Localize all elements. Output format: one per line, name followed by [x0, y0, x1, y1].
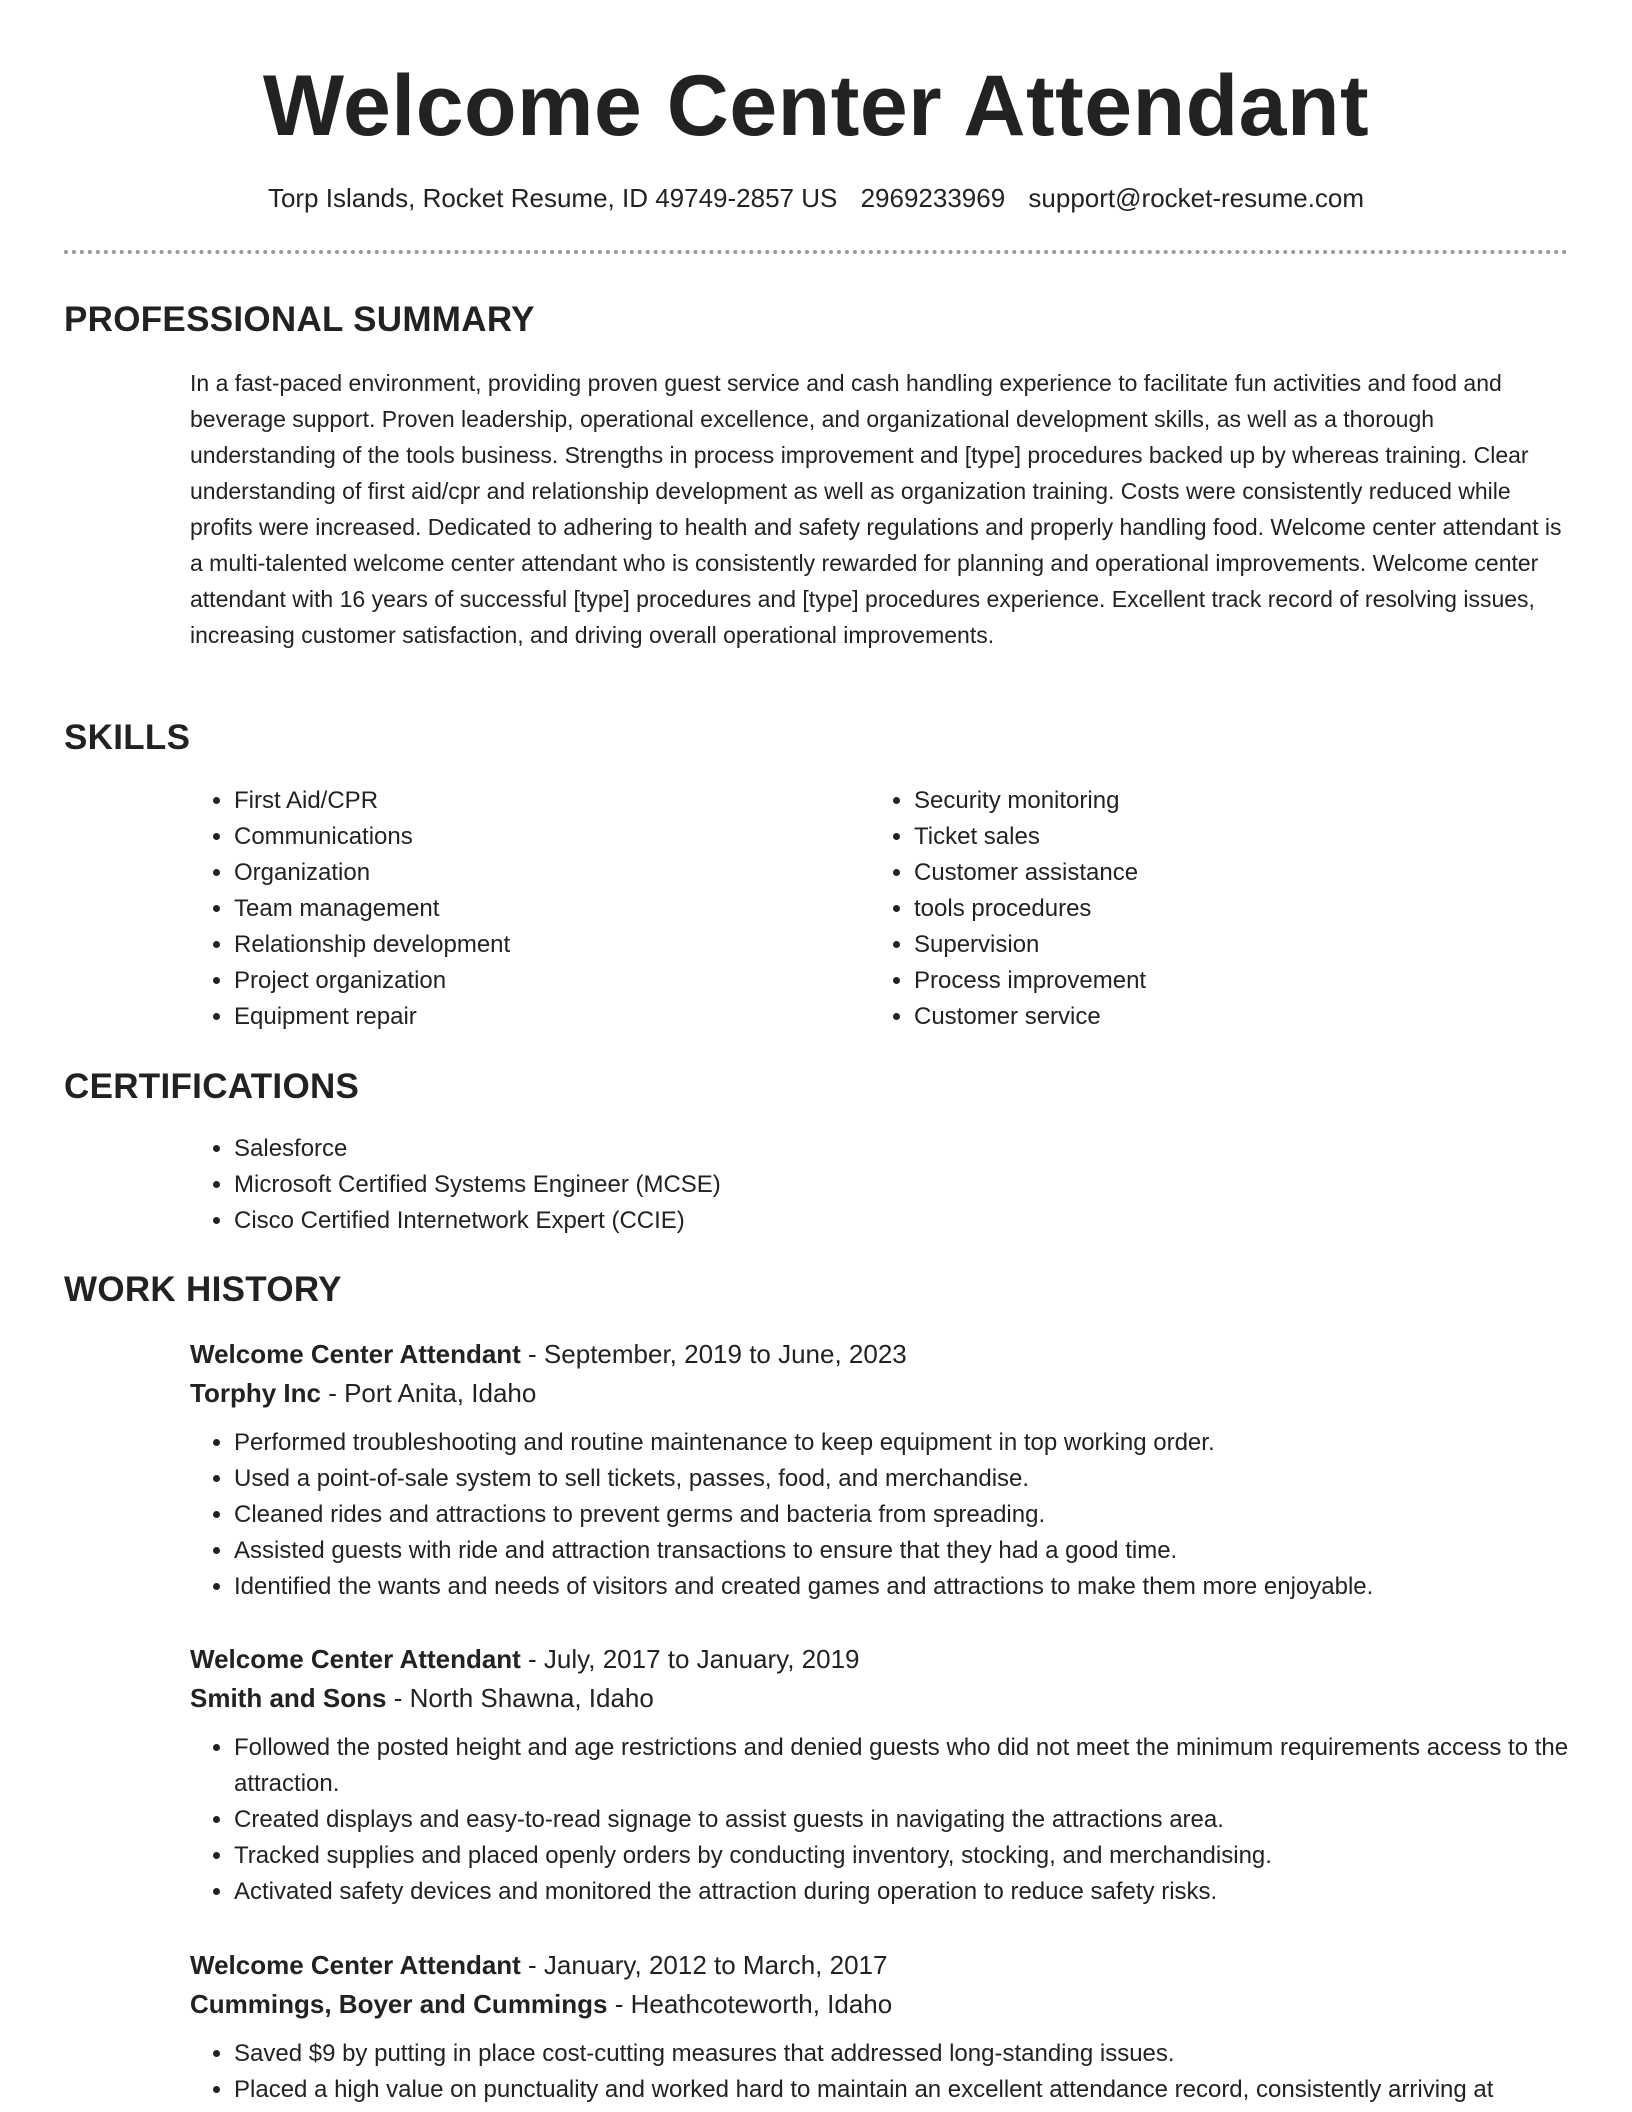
work-history-heading: WORK HISTORY [64, 1270, 342, 1309]
job-entry [190, 1946, 1580, 2108]
skills-column-right [870, 783, 1530, 1035]
skill-item: • First Aid/CPR [234, 783, 850, 819]
job-bullets [190, 1730, 1580, 1910]
job-company: Cummings, Boyer and Cummings [190, 1989, 608, 2019]
skills-column-left [190, 783, 850, 1035]
job-role: Welcome Center Attendant [190, 1950, 521, 1980]
job-dates: - January, 2012 to March, 2017 [520, 1950, 888, 1980]
job-bullets [190, 2036, 1580, 2108]
summary-heading: PROFESSIONAL SUMMARY [64, 300, 535, 339]
job-location: - Port Anita, Idaho [320, 1378, 537, 1408]
skill-item: • Team management [234, 891, 850, 927]
job-bullet: • Cleaned rides and attractions to prevent germs and bacteria from spreading. [234, 1497, 1580, 1533]
skills-list-right [870, 783, 1530, 1035]
job-entry [190, 1335, 1580, 1605]
job-entry [190, 1640, 1580, 1910]
job-bullet: • Saved $9 by putting in place cost-cutting measures that addressed long-standing issues. [234, 2036, 1580, 2072]
skill-item: • Relationship development [234, 927, 850, 963]
job-role: Welcome Center Attendant [190, 1644, 521, 1674]
job-bullet: • Activated safety devices and monitored the attraction during operation to reduce safety risks. [234, 1874, 1580, 1910]
job-company: Torphy Inc [190, 1378, 321, 1408]
job-location: - North Shawna, Idaho [386, 1683, 654, 1713]
skill-item: • Equipment repair [234, 999, 850, 1035]
job-dates: - July, 2017 to January, 2019 [520, 1644, 860, 1674]
job-company-line [190, 1374, 1580, 1413]
skills-list-left [190, 783, 850, 1035]
contact-line [0, 180, 1632, 216]
resume-name: Welcome Center Attendant [262, 58, 1370, 154]
job-bullets [190, 1425, 1580, 1605]
job-bullet: • Placed a high value on punctuality and worked hard to maintain an excellent attendance record, consistently arriving at [234, 2072, 1580, 2108]
contact-email: support@rocket-resume.com [1028, 183, 1365, 213]
job-company-line [190, 1985, 1580, 2024]
job-bullet: • Identified the wants and needs of visitors and created games and attractions to make them more enjoyable. [234, 1569, 1580, 1605]
certification-item: • Cisco Certified Internetwork Expert (CCIE) [234, 1203, 1190, 1239]
skill-item: • Project organization [234, 963, 850, 999]
skill-item: • Customer service [914, 999, 1530, 1035]
certification-item: • Microsoft Certified Systems Engineer (MCSE) [234, 1167, 1190, 1203]
certifications-heading: CERTIFICATIONS [64, 1067, 360, 1106]
skill-item: • Process improvement [914, 963, 1530, 999]
job-bullet: • Followed the posted height and age restrictions and denied guests who did not meet the minimum requirements access to the attraction. [234, 1730, 1580, 1802]
skills-heading: SKILLS [64, 718, 191, 757]
contact-phone: 2969233969 [860, 183, 1006, 213]
job-bullet: • Performed troubleshooting and routine maintenance to keep equipment in top working order. [234, 1425, 1580, 1461]
certifications-block [190, 1131, 1190, 1239]
certifications-list [190, 1131, 1190, 1239]
skill-item: • Security monitoring [914, 783, 1530, 819]
skill-item: • Ticket sales [914, 819, 1530, 855]
job-title-line [190, 1335, 1580, 1374]
job-bullet: • Assisted guests with ride and attraction transactions to ensure that they had a good time. [234, 1533, 1580, 1569]
job-bullet: • Tracked supplies and placed openly orders by conducting inventory, stocking, and merchandising. [234, 1838, 1580, 1874]
skill-item: • tools procedures [914, 891, 1530, 927]
skill-item: • Supervision [914, 927, 1530, 963]
certification-item: • Salesforce [234, 1131, 1190, 1167]
job-bullet: • Created displays and easy-to-read signage to assist guests in navigating the attractions area. [234, 1802, 1580, 1838]
job-dates: - September, 2019 to June, 2023 [520, 1339, 907, 1369]
skill-item: • Organization [234, 855, 850, 891]
job-title-line [190, 1946, 1580, 1985]
contact-address: Torp Islands, Rocket Resume, ID 49749-2857 US [267, 183, 838, 213]
job-bullet: • Used a point-of-sale system to sell tickets, passes, food, and merchandise. [234, 1461, 1580, 1497]
job-company: Smith and Sons [190, 1683, 387, 1713]
skill-item: • Customer assistance [914, 855, 1530, 891]
job-company-line [190, 1679, 1580, 1718]
job-title-line [190, 1640, 1580, 1679]
job-role: Welcome Center Attendant [190, 1339, 521, 1369]
header-divider [64, 250, 1568, 254]
skill-item: • Communications [234, 819, 850, 855]
summary-text: In a fast-paced environment, providing proven guest service and cash handling experience to facilitate fun activities and food and beverage support. Proven leadership, operational excellence, and organizational development skills, as well as a thorough understanding of the tools business. Strengths in process improvement and [type] procedures backed up by whereas training. Clear understanding of first aid/cpr and relationship development as well as organization training. Costs were consistently reduced while profits were increased. Dedicated to adhering to health and safety regulations and properly handling food. Welcome center attendant is a multi-talented welcome center attendant who is consistently rewarded for planning and operational improvements. Welcome center attendant with 16 years of successful [type] procedures and [type] procedures experience. Excellent track record of resolving issues, increasing customer satisfaction, and driving overall operational improvements. [190, 370, 1562, 648]
job-location: - Heathcoteworth, Idaho [607, 1989, 893, 2019]
